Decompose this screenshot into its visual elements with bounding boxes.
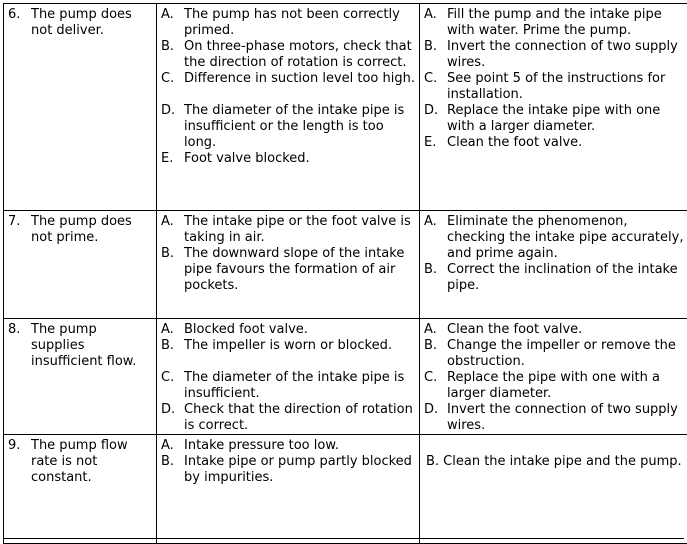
- cause-text: The downward slope of the intake pipe favours the formation of air pockets.: [184, 246, 415, 294]
- cause-mark: D.: [161, 402, 184, 434]
- cause-mark: A.: [161, 214, 184, 246]
- problem-number: 9.: [8, 438, 31, 486]
- remedies-cell: [420, 435, 687, 544]
- cause-text: The impeller is worn or blocked.: [184, 338, 415, 354]
- table-row: [4, 211, 687, 319]
- remedy-text: Fill the pump and the intake pipe with water. Prime the pump.: [447, 7, 685, 39]
- problem-text: The pump does not prime.: [31, 214, 152, 246]
- table-row: [4, 4, 687, 211]
- remedy-mark: D.: [424, 402, 447, 434]
- cause-text: Intake pipe or pump partly blocked by impurities.: [184, 454, 415, 486]
- problem-cell: [4, 435, 157, 544]
- remedy-text: Invert the connection of two supply wires.: [447, 39, 685, 71]
- remedy-text: Replace the intake pipe with one with a larger diameter.: [447, 103, 685, 135]
- cause-mark: B.: [161, 454, 184, 486]
- table-row: [4, 319, 687, 435]
- cause-text: Difference in suction level too high.: [184, 71, 415, 87]
- remedy-text: Correct the inclination of the intake pipe.: [447, 262, 685, 294]
- table-bottom-edge: [3, 538, 684, 542]
- remedy-mark: A.: [424, 214, 447, 262]
- remedies-cell: [420, 4, 687, 211]
- problem-text: The pump does not deliver.: [31, 7, 152, 39]
- remedies-cell: [420, 319, 687, 435]
- cause-mark: E.: [161, 151, 184, 167]
- cause-text: The intake pipe or the foot valve is taking in air.: [184, 214, 415, 246]
- remedy-text: Invert the connection of two supply wires.: [447, 402, 685, 434]
- cause-text: Check that the direction of rotation is correct.: [184, 402, 415, 434]
- problem-number: 8.: [8, 322, 31, 370]
- problem-number: 7.: [8, 214, 31, 246]
- troubleshooting-table: [3, 3, 687, 544]
- causes-cell: [157, 435, 420, 544]
- problem-cell: [4, 211, 157, 319]
- cause-mark: B.: [161, 39, 184, 71]
- remedy-text: Replace the pipe with one with a larger diameter.: [447, 370, 685, 402]
- cause-mark: D.: [161, 103, 184, 151]
- remedy-text: B. Clean the intake pipe and the pump.: [424, 454, 685, 470]
- cause-mark: C.: [161, 71, 184, 87]
- table-row: [4, 435, 687, 544]
- remedy-mark: B.: [424, 39, 447, 71]
- remedy-mark: E.: [424, 135, 447, 151]
- causes-cell: [157, 319, 420, 435]
- remedy-mark: B.: [424, 338, 447, 370]
- cause-text: Intake pressure too low.: [184, 438, 415, 454]
- remedy-mark: C.: [424, 370, 447, 402]
- cause-mark: C.: [161, 370, 184, 402]
- cause-text: The diameter of the intake pipe is insufficient.: [184, 370, 415, 402]
- remedy-text: Clean the foot valve.: [447, 322, 685, 338]
- remedy-mark: A.: [424, 322, 447, 338]
- cause-mark: A.: [161, 322, 184, 338]
- problem-text: The pump supplies insufficient flow.: [31, 322, 152, 370]
- remedy-text: Clean the foot valve.: [447, 135, 685, 151]
- cause-text: Foot valve blocked.: [184, 151, 415, 167]
- cause-mark: A.: [161, 7, 184, 39]
- remedy-text: Eliminate the phenomenon, checking the intake pipe accurately, and prime again.: [447, 214, 685, 262]
- remedy-mark: A.: [424, 7, 447, 39]
- remedy-mark: C.: [424, 71, 447, 103]
- cause-text: On three-phase motors, check that the direction of rotation is correct.: [184, 39, 415, 71]
- problem-cell: [4, 319, 157, 435]
- remedy-text: See point 5 of the instructions for installation.: [447, 71, 685, 103]
- problem-number: 6.: [8, 7, 31, 39]
- cause-text: The diameter of the intake pipe is insufficient or the length is too long.: [184, 103, 415, 151]
- cause-text: Blocked foot valve.: [184, 322, 415, 338]
- remedies-cell: [420, 211, 687, 319]
- remedy-mark: B.: [424, 262, 447, 294]
- cause-text: The pump has not been correctly primed.: [184, 7, 415, 39]
- cause-mark: B.: [161, 338, 184, 354]
- cause-mark: B.: [161, 246, 184, 294]
- causes-cell: [157, 211, 420, 319]
- problem-text: The pump flow rate is not constant.: [31, 438, 152, 486]
- problem-cell: [4, 4, 157, 211]
- remedy-text: Change the impeller or remove the obstruction.: [447, 338, 685, 370]
- causes-cell: [157, 4, 420, 211]
- remedy-mark: D.: [424, 103, 447, 135]
- cause-mark: A.: [161, 438, 184, 454]
